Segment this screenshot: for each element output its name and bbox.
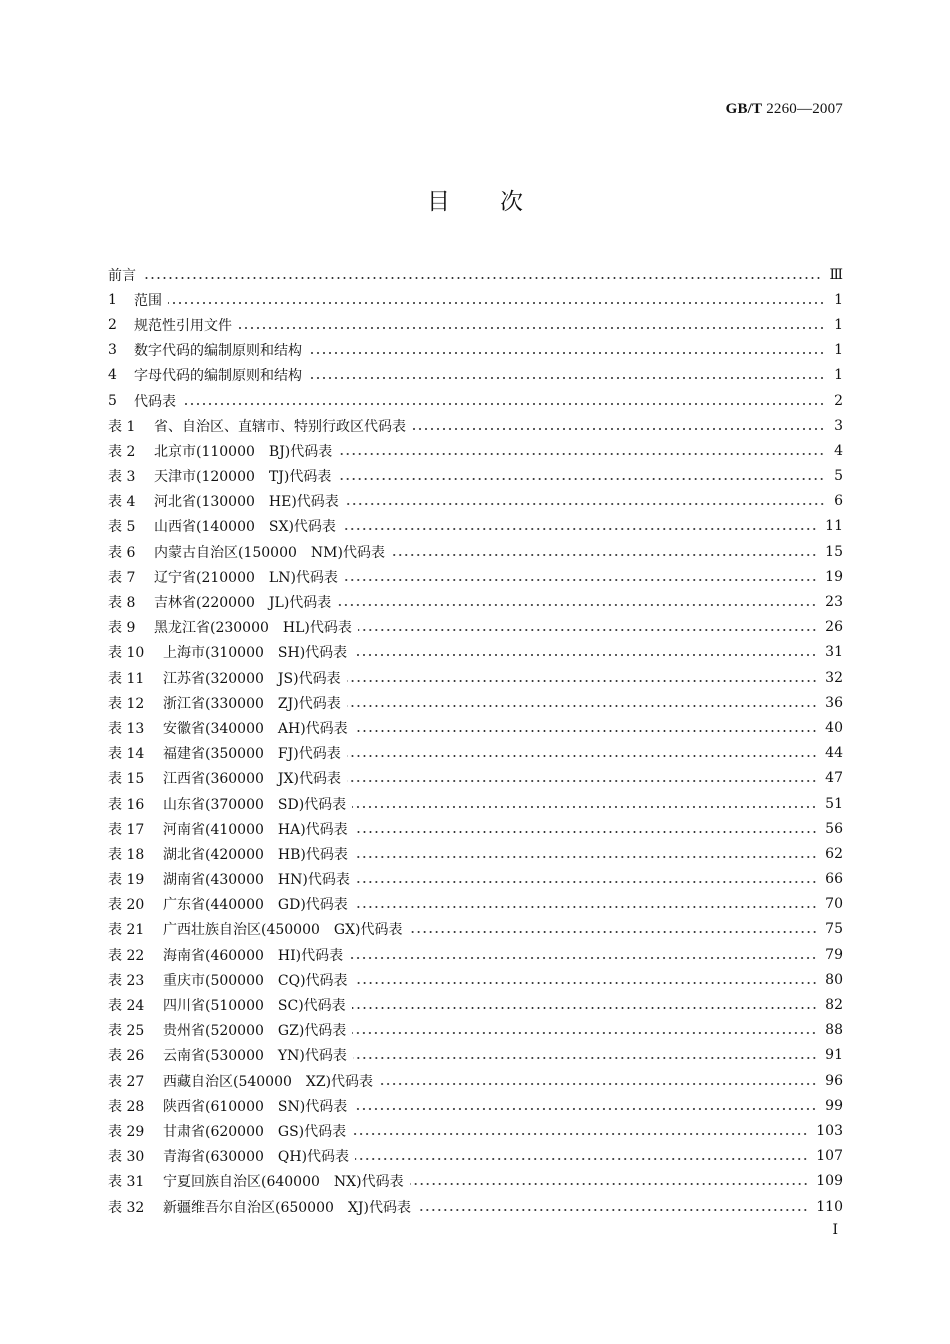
toc-entry-number: 表 11 (108, 670, 145, 687)
toc-entry-title: 代码表 (134, 393, 176, 410)
toc-entry-title: 湖南省(430000 HN)代码表 (163, 872, 350, 889)
dot-leader (352, 1031, 817, 1035)
dot-leader (417, 1208, 808, 1212)
toc-entry-page: 96 (825, 1072, 843, 1089)
toc-entry-title: 省、自治区、直辖市、特别行政区代码表 (154, 418, 406, 435)
toc-entry-title: 贵州省(520000 GZ)代码表 (163, 1023, 347, 1040)
toc-entry-title: 重庆市(500000 CQ)代码表 (163, 972, 348, 989)
toc-entry-page: 99 (825, 1097, 843, 1114)
dot-leader (353, 1056, 817, 1060)
dot-leader (354, 905, 817, 909)
dot-leader (308, 351, 825, 355)
toc-entry-number: 表 1 (108, 418, 136, 435)
toc-entry-number: 表 21 (108, 922, 145, 939)
dot-leader (344, 578, 817, 582)
toc-entry-page: 11 (825, 518, 843, 535)
toc-entry-title: 前言 (108, 267, 136, 284)
toc-entry-page: 3 (834, 417, 843, 434)
toc-entry-page: 56 (825, 820, 843, 837)
toc-entry[interactable] (108, 841, 843, 866)
toc-entry[interactable] (108, 867, 843, 892)
toc-entry-number: 4 (108, 367, 117, 384)
dot-leader (358, 628, 817, 632)
toc-entry-page: 6 (834, 493, 843, 510)
toc-entry-title: 湖北省(420000 HB)代码表 (163, 846, 348, 863)
toc-entry-title: 青海省(630000 QH)代码表 (163, 1149, 350, 1166)
toc-entry[interactable] (108, 917, 843, 942)
toc-entry-number: 表 6 (108, 544, 136, 561)
toc-entry[interactable] (108, 589, 843, 614)
toc-entry-number: 表 7 (108, 569, 136, 586)
toc-entry[interactable] (108, 1093, 843, 1118)
dot-leader (347, 704, 817, 708)
toc-entry-number: 表 2 (108, 443, 136, 460)
dot-leader (349, 956, 817, 960)
toc-entry-number: 表 9 (108, 620, 136, 637)
toc-entry-page: 107 (816, 1148, 843, 1165)
toc-entry-title: 浙江省(330000 ZJ)代码表 (163, 695, 341, 712)
toc-entry[interactable] (108, 1144, 843, 1169)
toc-entry-number: 表 25 (108, 1023, 145, 1040)
toc-entry-title: 吉林省(220000 JL)代码表 (154, 595, 332, 612)
toc-entry-title: 范围 (134, 292, 162, 309)
toc-entry-number: 表 22 (108, 947, 145, 964)
toc-entry-title: 广东省(440000 GD)代码表 (163, 897, 348, 914)
dot-leader (182, 402, 825, 406)
toc-entry-title: 天津市(120000 TJ)代码表 (154, 469, 332, 486)
toc-entry-number: 表 18 (108, 846, 145, 863)
standard-code-number: 2260—2007 (762, 101, 843, 117)
dot-leader (412, 427, 825, 431)
dot-leader (308, 376, 825, 380)
toc-entry-title: 西藏自治区(540000 XZ)代码表 (163, 1073, 374, 1090)
toc-entry-title: 黑龙江省(230000 HL)代码表 (154, 620, 352, 637)
toc-entry-page: 15 (825, 543, 843, 560)
toc-entry-page: 88 (825, 1022, 843, 1039)
toc-entry-number: 表 24 (108, 998, 145, 1015)
dot-leader (168, 301, 825, 305)
toc-entry-number: 表 14 (108, 746, 145, 763)
dot-leader (355, 1157, 808, 1161)
toc-entry[interactable] (108, 816, 843, 841)
page-number: Ⅰ (832, 1222, 838, 1238)
toc-entry[interactable] (108, 312, 843, 337)
dot-leader (337, 603, 817, 607)
dot-leader (379, 1082, 817, 1086)
toc-entry-number: 表 12 (108, 695, 145, 712)
toc-entry-page: 91 (825, 1047, 843, 1064)
toc-entry-page: 1 (834, 342, 843, 359)
toc-entry-title: 江苏省(320000 JS)代码表 (163, 670, 341, 687)
toc-entry-title: 内蒙古自治区(150000 NM)代码表 (154, 544, 385, 561)
toc-entry[interactable] (108, 363, 843, 388)
toc-entry-page: 40 (825, 719, 843, 736)
toc-entry[interactable] (108, 1068, 843, 1093)
dot-leader (409, 930, 818, 934)
toc-entry-number: 表 4 (108, 494, 136, 511)
toc-entry[interactable] (108, 741, 843, 766)
toc-entry-title: 河北省(130000 HE)代码表 (154, 494, 339, 511)
toc-entry-number: 表 32 (108, 1199, 145, 1216)
toc-entry-title: 安徽省(340000 AH)代码表 (163, 720, 348, 737)
toc-entry-number: 3 (108, 342, 117, 359)
toc-entry-number: 表 16 (108, 796, 145, 813)
page-title: 目次 (427, 189, 573, 215)
toc-entry-page: 80 (825, 971, 843, 988)
toc-entry-number: 表 29 (108, 1123, 145, 1140)
toc-entry-title: 云南省(530000 YN)代码表 (163, 1048, 347, 1065)
toc-entry[interactable] (108, 262, 843, 287)
toc-entry-title: 山东省(370000 SD)代码表 (163, 796, 347, 813)
toc-entry-number: 表 19 (108, 872, 145, 889)
toc-entry-page: 109 (816, 1173, 843, 1190)
dot-leader (142, 276, 821, 280)
toc-entry-title: 河南省(410000 HA)代码表 (163, 821, 348, 838)
toc-entry[interactable] (108, 564, 843, 589)
toc-entry[interactable] (108, 892, 843, 917)
toc-entry-page: 110 (816, 1198, 843, 1215)
dot-leader (354, 855, 817, 859)
toc-entry-title: 数字代码的编制原则和结构 (134, 343, 302, 360)
toc-entry[interactable] (108, 665, 843, 690)
toc-entry-page: 82 (825, 997, 843, 1014)
toc-entry[interactable] (108, 338, 843, 363)
toc-entry[interactable] (108, 1169, 843, 1194)
toc-entry[interactable] (108, 992, 843, 1017)
toc-entry-page: 70 (825, 896, 843, 913)
dot-leader (356, 880, 817, 884)
toc-entry[interactable] (108, 640, 843, 665)
dot-leader (352, 1006, 818, 1010)
toc-entry-page: 75 (825, 921, 843, 938)
toc-entry[interactable] (108, 438, 843, 463)
toc-entry[interactable] (108, 413, 843, 438)
toc-entry-page: 36 (825, 694, 843, 711)
dot-leader (354, 981, 818, 985)
toc-entry[interactable] (108, 514, 843, 539)
toc-entry-number: 表 8 (108, 595, 136, 612)
toc-entry-title: 甘肃省(620000 GS)代码表 (163, 1123, 347, 1140)
dot-leader (347, 779, 817, 783)
dot-leader (352, 805, 817, 809)
toc-entry-title: 山西省(140000 SX)代码表 (154, 519, 336, 536)
toc-entry-title: 福建省(350000 FJ)代码表 (163, 746, 341, 763)
toc-entry-number: 表 23 (108, 972, 145, 989)
toc-entry[interactable] (108, 1043, 843, 1068)
toc-entry-title: 字母代码的编制原则和结构 (134, 368, 302, 385)
toc-entry-title: 规范性引用文件 (134, 317, 232, 334)
toc-entry-page: 1 (834, 316, 843, 333)
dot-leader (353, 1107, 817, 1111)
toc-entry-number: 表 5 (108, 519, 136, 536)
toc-entry-page: 26 (825, 619, 843, 636)
toc-entry[interactable] (108, 942, 843, 967)
toc-entry-title: 陕西省(610000 SN)代码表 (163, 1098, 348, 1115)
dot-leader (352, 1132, 808, 1136)
toc-entry-number: 表 28 (108, 1098, 145, 1115)
toc-entry-page: 32 (825, 669, 843, 686)
toc-entry-title: 北京市(110000 BJ)代码表 (154, 443, 333, 460)
toc-entry-page: 66 (825, 871, 843, 888)
toc-entry-title: 辽宁省(210000 LN)代码表 (154, 569, 338, 586)
toc-entry-page: 47 (825, 770, 843, 787)
toc-entry-number: 表 30 (108, 1149, 145, 1166)
dot-leader (354, 830, 817, 834)
toc-entry[interactable] (108, 615, 843, 640)
toc-entry-title: 广西壮族自治区(450000 GX)代码表 (163, 922, 403, 939)
toc-entry-title: 江西省(360000 JX)代码表 (163, 771, 341, 788)
toc-entry[interactable] (108, 715, 843, 740)
dot-leader (337, 477, 825, 481)
toc-entry-page: 4 (834, 442, 843, 459)
toc-entry[interactable] (108, 1018, 843, 1043)
toc-entry[interactable] (108, 489, 843, 514)
toc-entry[interactable] (108, 1118, 843, 1143)
toc-entry-page: 51 (825, 795, 843, 812)
dot-leader (354, 729, 817, 733)
dot-leader (391, 553, 817, 557)
standard-code (726, 101, 843, 118)
toc-entry-page: Ⅲ (829, 266, 843, 283)
toc-entry-title: 宁夏回族自治区(640000 NX)代码表 (163, 1174, 404, 1191)
toc-entry-title: 海南省(460000 HI)代码表 (163, 947, 344, 964)
standard-code-prefix: GB/T (725, 101, 763, 117)
dot-leader (238, 326, 825, 330)
toc-entry-page: 5 (834, 468, 843, 485)
toc-entry[interactable] (108, 766, 843, 791)
toc-entry[interactable] (108, 1194, 843, 1219)
dot-leader (345, 502, 825, 506)
toc-entry-number: 表 20 (108, 897, 145, 914)
toc-entry-page: 1 (834, 291, 843, 308)
toc-entry-page: 19 (825, 568, 843, 585)
toc-entry[interactable] (108, 791, 843, 816)
toc-entry-page: 31 (825, 644, 843, 661)
toc-entry-title: 新疆维吾尔自治区(650000 XJ)代码表 (163, 1199, 411, 1216)
toc-entry[interactable] (108, 967, 843, 992)
toc-entry[interactable] (108, 287, 843, 312)
table-of-contents (108, 262, 843, 1219)
dot-leader (410, 1182, 809, 1186)
dot-leader (342, 527, 817, 531)
toc-entry-page: 1 (834, 367, 843, 384)
toc-entry-number: 表 13 (108, 720, 145, 737)
dot-leader (353, 653, 817, 657)
toc-entry-number: 表 27 (108, 1073, 145, 1090)
toc-entry-number: 表 15 (108, 771, 145, 788)
toc-entry-page: 103 (816, 1122, 843, 1139)
toc-entry-number: 2 (108, 316, 117, 333)
toc-entry-number: 表 26 (108, 1048, 145, 1065)
toc-entry-title: 四川省(510000 SC)代码表 (163, 998, 346, 1015)
dot-leader (338, 452, 825, 456)
toc-entry-number: 表 10 (108, 645, 145, 662)
toc-entry-number: 表 31 (108, 1174, 145, 1191)
toc-entry-page: 44 (825, 745, 843, 762)
toc-entry-title: 上海市(310000 SH)代码表 (163, 645, 348, 662)
toc-entry-number: 表 17 (108, 821, 145, 838)
toc-entry-page: 62 (825, 845, 843, 862)
toc-entry[interactable] (108, 690, 843, 715)
toc-entry[interactable] (108, 539, 843, 564)
toc-entry-number: 表 3 (108, 469, 136, 486)
dot-leader (347, 754, 817, 758)
toc-entry-number: 5 (108, 392, 117, 409)
toc-entry-page: 23 (825, 594, 843, 611)
toc-entry-page: 79 (825, 946, 843, 963)
dot-leader (347, 679, 818, 683)
toc-entry[interactable] (108, 464, 843, 489)
toc-entry-page: 2 (834, 392, 843, 409)
toc-entry-number: 1 (108, 291, 117, 308)
toc-entry[interactable] (108, 388, 843, 413)
